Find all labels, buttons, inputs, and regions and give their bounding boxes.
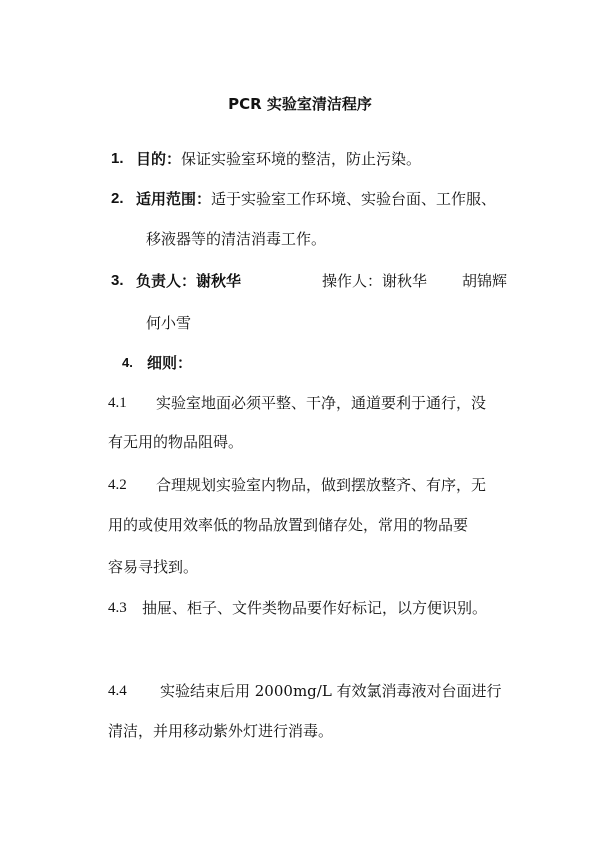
- section-1-number: 1.: [111, 150, 124, 167]
- section-4-label: 细则：: [147, 354, 193, 372]
- section-2-number: 2.: [111, 190, 124, 207]
- section-2-text-continued: 移液器等的清洁消毒工作。: [146, 230, 327, 248]
- rule-4-4-line1: 实验结束后用 2000mg/L 有效氯消毒液对台面进行: [160, 682, 502, 700]
- section-2: [136, 189, 496, 209]
- section-3-responsible: 负责人：谢秋华: [136, 272, 242, 290]
- rule-4-2-line3: 容易寻找到。: [108, 558, 199, 576]
- section-1-text: 保证实验室环境的整洁，防止污染。: [181, 150, 422, 168]
- section-3-number: 3.: [111, 272, 124, 289]
- section-2-label: 适用范围：: [136, 190, 212, 208]
- rule-4-2-line1: 合理规划实验室内物品，做到摆放整齐、有序，无: [156, 476, 487, 494]
- section-4-number: 4.: [122, 355, 133, 370]
- section-1: [136, 149, 421, 169]
- rule-4-2-line2: 用的或使用效率低的物品放置到储存处，常用的物品要: [108, 516, 469, 534]
- section-3-operator-2: 胡锦辉: [462, 272, 508, 290]
- section-1-label: 目的：: [136, 150, 182, 168]
- rule-4-3-line1: 抽屉、柜子、文件类物品要作好标记，以方便识别。: [142, 599, 488, 617]
- rule-4-1-line2: 有无用的物品阻碍。: [108, 433, 244, 451]
- rule-4-4-line2: 清洁，并用移动紫外灯进行消毒。: [108, 722, 334, 740]
- section-3-operator-3: 何小雪: [146, 314, 192, 332]
- section-3-operator: 操作人：谢秋华: [322, 272, 428, 290]
- rule-4-2-number: 4.2: [108, 477, 127, 493]
- rule-4-3-number: 4.3: [108, 600, 127, 616]
- rule-4-1-line1: 实验室地面必须平整、干净，通道要利于通行，没: [156, 394, 487, 412]
- rule-4-1-number: 4.1: [108, 395, 127, 411]
- rule-4-4-number: 4.4: [108, 683, 127, 699]
- document-title: PCR 实验室清洁程序: [228, 95, 372, 113]
- section-2-text: 适于实验室工作环境、实验台面、工作服、: [211, 190, 497, 208]
